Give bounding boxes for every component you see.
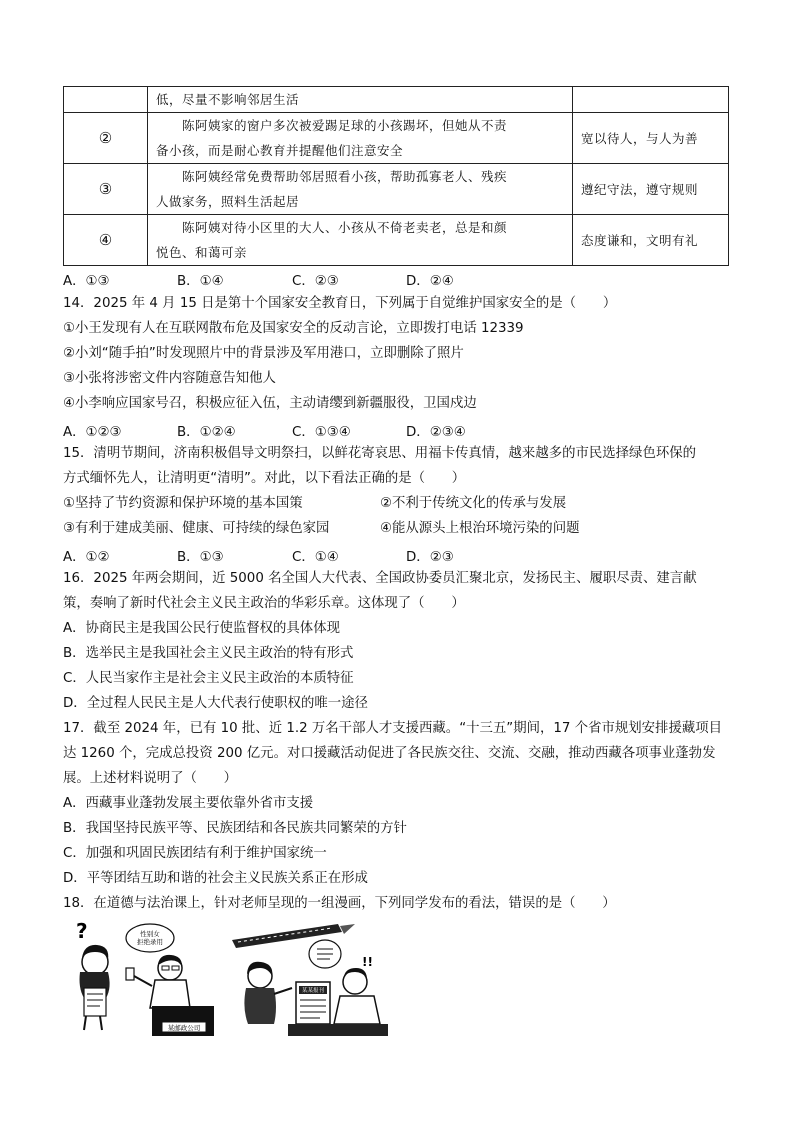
row-quality: 遵纪守法，遵守规则 xyxy=(573,164,729,215)
option-c[interactable]: C．①④ xyxy=(292,550,339,565)
bubble-text xyxy=(137,929,163,946)
q18-stem: 18．在道德与法治课上，针对老师呈现的一组漫画，下列同学发布的看法，错误的是（ ） xyxy=(63,896,616,911)
q17-stem-line: 达 1260 个，完成总投资 200 亿元。对口援藏活动促进了各民族交往、交流、交融，推动西藏各项事业蓬勃发 xyxy=(63,746,716,761)
q17-stem-line: 17．截至 2024 年，已有 10 批、近 1.2 万名干部人才支援西藏。“十三五”期间，17 个省市规划安排援藏项目 xyxy=(63,721,723,736)
row-quality: 态度谦和，文明有礼 xyxy=(573,215,729,266)
q15-item-2: ②不利于传统文化的传承与发展 xyxy=(380,496,567,511)
row-number: ④ xyxy=(64,215,148,266)
option-d[interactable]: D．②③ xyxy=(406,550,454,565)
q16-option-a[interactable]: A．协商民主是我国公民行使监督权的具体体现 xyxy=(63,621,340,636)
q15-stem-line: 方式缅怀先人，让清明更“清明”。对此，以下看法正确的是（ ） xyxy=(63,471,466,486)
desc-line: 陈阿姨对待小区里的大人、小孩从不倚老卖老，总是和颜 xyxy=(182,220,508,235)
bubble-line: 性别女 xyxy=(140,930,160,938)
option-b[interactable]: B．①②④ xyxy=(177,425,236,440)
table-row xyxy=(64,164,729,215)
row-description xyxy=(148,87,573,113)
row-description xyxy=(148,113,573,164)
option-d[interactable]: D．②④ xyxy=(406,274,454,289)
row-description xyxy=(148,215,573,266)
comic-panel-1 xyxy=(76,919,214,1036)
q15-item-3: ③有利于建成美丽、健康、可持续的绿色家园 xyxy=(63,521,330,536)
desc-line: 人做家务，照料生活起居 xyxy=(156,194,300,209)
q16-option-d[interactable]: D．全过程人民民主是人大代表行使职权的唯一途径 xyxy=(63,696,368,711)
row-number xyxy=(64,87,148,113)
q15-stem-line: 15．清明节期间，济南积极倡导文明祭扫，以鲜花寄哀思、用福卡传真情，越来越多的市民选择绿色环保的 xyxy=(63,446,697,461)
option-b[interactable]: B．①④ xyxy=(177,274,224,289)
row-quality xyxy=(573,87,729,113)
table-row xyxy=(64,87,729,113)
desc-line: 备小孩，而是耐心教育并提醒他们注意安全 xyxy=(156,143,404,158)
q16-stem-line: 策，奏响了新时代社会主义民主政治的华彩乐章。这体现了（ ） xyxy=(63,596,465,611)
desc-line: 陈阿姨经常免费帮助邻居照看小孩，帮助孤寡老人、残疾 xyxy=(182,169,508,184)
q16-option-c[interactable]: C．人民当家作主是社会主义民主政治的本质特征 xyxy=(63,671,354,686)
option-b[interactable]: B．①③ xyxy=(177,550,224,565)
q15-item-4: ④能从源头上根治环境污染的问题 xyxy=(380,521,580,536)
q17-option-a[interactable]: A．西藏事业蓬勃发展主要依靠外省市支援 xyxy=(63,796,314,811)
option-d[interactable]: D．②③④ xyxy=(406,425,466,440)
bubble-line: 拒绝录用 xyxy=(137,938,163,946)
q17-stem-line: 展。上述材料说明了（ ） xyxy=(63,771,238,786)
q14-item-2: ②小刘“随手拍”时发现照片中的背景涉及军用港口，立即删除了照片 xyxy=(63,346,464,361)
option-c[interactable]: C．②③ xyxy=(292,274,339,289)
comic-illustration xyxy=(70,918,388,1038)
alarm-text: !! xyxy=(362,955,373,969)
row-number: ③ xyxy=(64,164,148,215)
q16-stem-line: 16．2025 年两会期间，近 5000 名全国人大代表、全国政协委员汇聚北京，发扬民主、履职尽责、建言献 xyxy=(63,571,697,586)
desc-line: 低，尽量不影响邻居生活 xyxy=(156,92,300,107)
q16-option-b[interactable]: B．选举民主是我国社会主义民主政治的特有形式 xyxy=(63,646,354,661)
row-quality: 宽以待人，与人为善 xyxy=(573,113,729,164)
option-a[interactable]: A．①② xyxy=(63,550,110,565)
newspaper-title: 某某报刊 xyxy=(301,988,325,994)
option-a[interactable]: A．①③ xyxy=(63,274,110,289)
question-mark-text: ? xyxy=(76,919,88,943)
desc-line: 陈阿姨家的窗户多次被爱踢足球的小孩踢坏，但她从不责 xyxy=(182,118,508,133)
q17-option-b[interactable]: B．我国坚持民族平等、民族团结和各民族共同繁荣的方针 xyxy=(63,821,407,836)
q17-option-c[interactable]: C．加强和巩固民族团结有利于维护国家统一 xyxy=(63,846,327,861)
comic-panel-2 xyxy=(232,924,388,1036)
option-a[interactable]: A．①②③ xyxy=(63,425,122,440)
desc-line: 悦色、和蔼可亲 xyxy=(156,245,248,260)
row-description xyxy=(148,164,573,215)
company-sign-text: 某邮政公司 xyxy=(167,1024,201,1032)
q14-stem: 14．2025 年 4 月 15 日是第十个国家安全教育日，下列属于自觉维护国家安全的是（ ） xyxy=(63,296,617,311)
q14-item-4: ④小李响应国家号召，积极应征入伍，主动请缨到新疆服役，卫国戍边 xyxy=(63,396,477,411)
q14-item-3: ③小张将涉密文件内容随意告知他人 xyxy=(63,371,276,386)
table-row xyxy=(64,215,729,266)
table-row xyxy=(64,113,729,164)
q15-item-1: ①坚持了节约资源和保护环境的基本国策 xyxy=(63,496,303,511)
row-number: ② xyxy=(64,113,148,164)
answer-table xyxy=(63,86,729,266)
option-c[interactable]: C．①③④ xyxy=(292,425,351,440)
q17-option-d[interactable]: D．平等团结互助和谐的社会主义民族关系正在形成 xyxy=(63,871,368,886)
q14-item-1: ①小王发现有人在互联网散布危及国家安全的反动言论，立即拨打电话 12339 xyxy=(63,321,524,336)
